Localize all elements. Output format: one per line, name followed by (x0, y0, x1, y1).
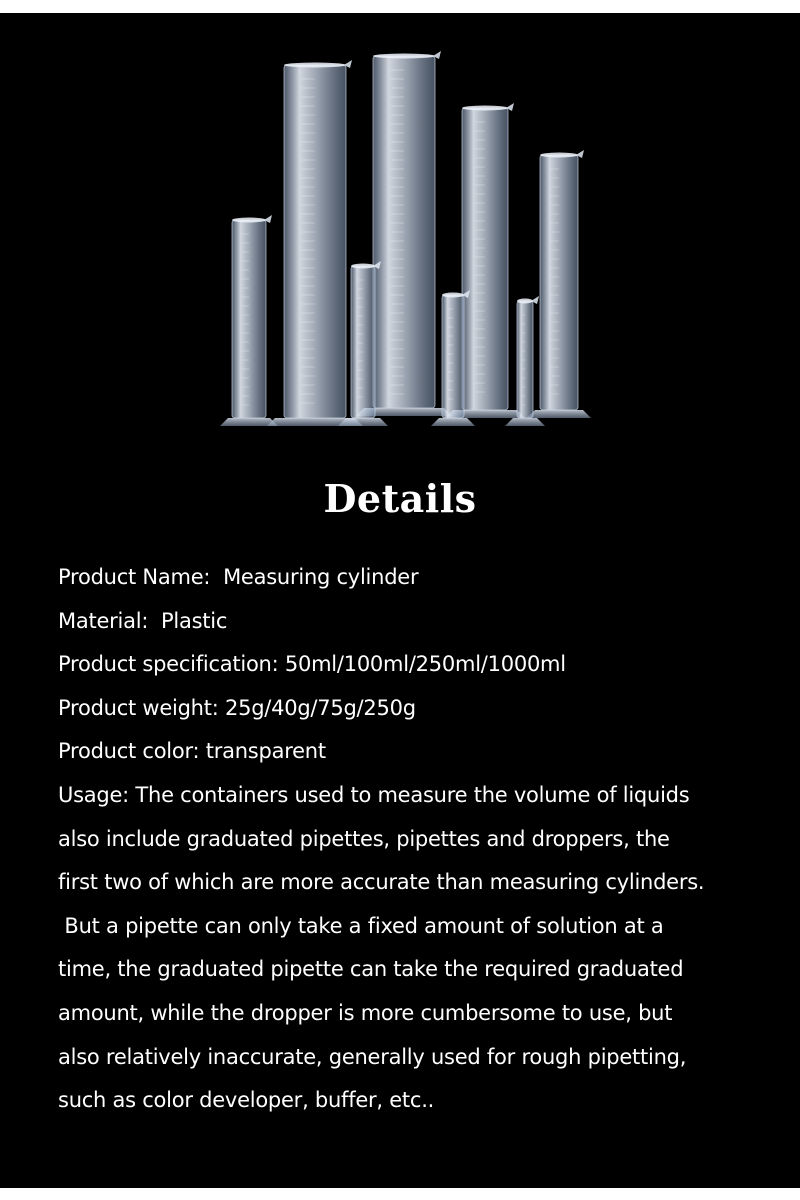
usage-line: amount, while the dropper is more cumbersome to use, but (58, 1000, 673, 1025)
bottom-border (0, 1188, 800, 1200)
spec-value: 25g/40g/75g/250g (224, 695, 416, 720)
page-title: Details (323, 476, 477, 521)
usage-line: also include graduated pipettes, pipettes and droppers, the (58, 826, 670, 851)
measuring-cylinder (505, 296, 545, 426)
spec-weight (58, 687, 778, 731)
spec-value: 50ml/100ml/250ml/1000ml (284, 652, 566, 677)
spec-color (58, 730, 778, 774)
spec-specification (58, 643, 778, 687)
measuring-cylinder (267, 60, 363, 426)
spec-label: Product weight: (58, 695, 219, 720)
usage-line: such as color developer, buffer, etc.. (58, 1088, 435, 1113)
spec-label: Material: (58, 608, 149, 633)
spec-material (58, 600, 778, 644)
measuring-cylinders-image (210, 40, 600, 435)
usage-line: Usage: The containers used to measure the volume of liquids (58, 782, 690, 807)
spec-label: Product color: (58, 739, 200, 764)
usage-line: time, the graduated pipette can take the required graduated (58, 957, 684, 982)
top-border (0, 0, 800, 13)
details-text (58, 556, 778, 1123)
spec-value: Measuring cylinder (223, 565, 419, 589)
usage-line: But a pipette can only take a fixed amount of solution at a (58, 913, 664, 938)
cylinder-group (220, 51, 591, 426)
spec-value: transparent (205, 739, 326, 764)
measuring-cylinder (220, 215, 278, 426)
spec-product-name (58, 556, 778, 600)
usage-line: also relatively inaccurate, generally used for rough pipetting, (58, 1044, 687, 1069)
usage-line: first two of which are more accurate than measuring cylinders. (58, 870, 705, 895)
spec-value: Plastic (161, 608, 228, 633)
spec-label: Product specification: (58, 652, 279, 677)
measuring-cylinder (527, 150, 591, 418)
spec-label: Product Name: (58, 565, 211, 589)
